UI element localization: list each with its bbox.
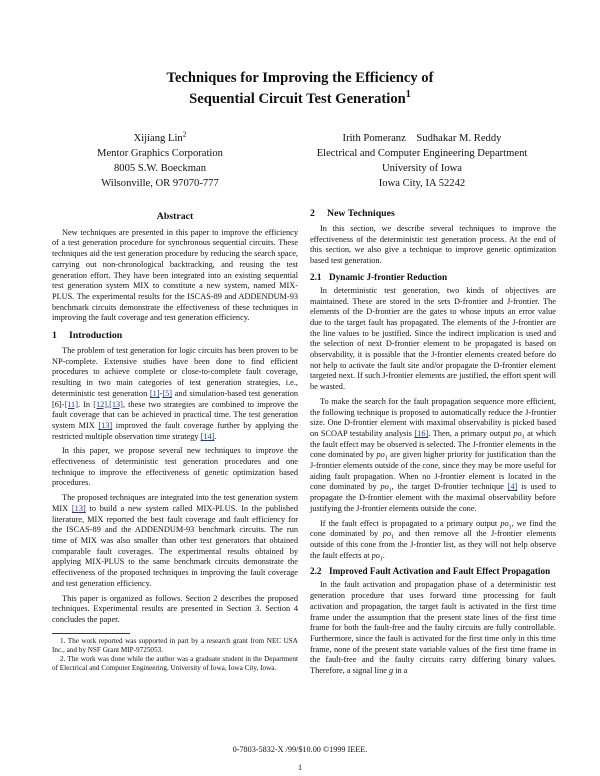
intro-paragraph-3: The proposed techniques are integrated into the test generation system MIX [13] to build a new system called MIX-PLUS. In the published literature, MIX reported the best fault coverage and fault efficiency for the ISCAS-89 and the ADDENDUM-93 benchmark circuits. The run time of MIX was also smaller than other test generators that obtained comparable fault coverages. The experimental results obtained by applying MIX-PLUS to the same benchmark circuits demonstrate the effectiveness of the proposed techniques in improving the fault coverage and test generation efficiency.	[52, 493, 298, 588]
author-block-left	[60, 131, 260, 191]
author-name-lin: Xijiang Lin$^2$	[133, 129, 187, 144]
citation-link[interactable]: [12]	[93, 399, 108, 409]
footnote-rule	[52, 633, 130, 634]
left-column	[52, 212, 298, 673]
citation-link[interactable]: [5]	[162, 388, 173, 398]
right-column	[310, 206, 556, 677]
footnotes	[52, 637, 298, 673]
author-address-left-2: Wilsonville, OR 97070-777	[101, 178, 219, 189]
author-address-right-2: Iowa City, IA 52242	[378, 178, 466, 189]
abstract-heading: Abstract	[156, 211, 194, 222]
section-2-2-paragraph-1: In the fault activation and propagation phase of a deterministic test generation procedure that uses forward time processing for fault activation and propagation, the target fault is activated in the first time frame under the assumption that the present state lines of the first time frame for both the fault-free and the faulty circuits are fully controllable. Furthermore, since the fault is activated for the first time only in this time frame, none of the present state variable values of the first time frame in the fault-free and the faulty circuits carry differing binary values. Therefore, a signal line g in a	[310, 580, 556, 676]
section-2-intro: In this section, we describe several techniques to improve the effectiveness of the deterministic test generation process. At the end of this section, we also give a technique to improve genetic optimization based test generation.	[310, 224, 556, 266]
intro-paragraph-1: The problem of test generation for logic circuits has been proven to be NP-complete. Extensive studies have been done to find efficient procedures to achieve complete or close-to-complete fault coverage, resulting in two main categories of test generation strategies, i.e., deterministic test generation [1]-[5] and simulation-based test generation [6]-[11]. In [12],[13], these two strategies are combined to improve the fault coverage that can be achieved in practical time. The test generation system MIX [13] improved the fault coverage further by applying the restricted multiple observation time strategy [14].	[52, 346, 299, 441]
author-address-left-1: 8005 S.W. Boeckman	[113, 163, 206, 174]
abstract-text: New techniques are presented in this paper to improve the efficiency of a test generation procedure for synchronous sequential circuits. These techniques aid the test generation procedure by reducing the search space, carrying out non-chronological backtracking, and reusing the test generation effort. They have been integrated into an existing sequential test generation system MIX to constitute a new system, named MIX-PLUS. The experimental results for the ISCAS-89 and ADDENDUM-93 benchmark circuits demonstrate the effectiveness of these techniques in improving the fault coverage and test generation efficiency.	[52, 227, 298, 323]
section-1-heading: 1 Introduction	[52, 330, 123, 342]
title-line-2: Sequential Circuit Test Generation$^1$	[189, 89, 411, 107]
title-line-1: Techniques for Improving the Efficiency of	[166, 70, 434, 86]
section-2-2-heading: 2.2 Improved Fault Activation and Fault Effect Propagation	[310, 566, 551, 577]
footnote-2: 2. The work was done while the author was a graduate student in the Department of Electrical and Computer Engineering, University of Iowa, Iowa City, Iowa.	[52, 654, 298, 672]
author-address-right-1: University of Iowa	[381, 163, 463, 174]
section-2-1-heading: 2.1 Dynamic J-frontier Reduction	[310, 271, 448, 282]
page-number: 1	[297, 763, 303, 772]
citation-link[interactable]: [13]	[109, 399, 123, 409]
citation-link[interactable]: [13]	[98, 420, 113, 430]
citation-link[interactable]: [16]	[414, 428, 429, 438]
citation-link[interactable]: [13]	[71, 503, 86, 513]
author-block-right	[272, 131, 572, 191]
citation-link[interactable]: [14]	[200, 431, 215, 441]
author-names-right: Irith Pomeranz Sudhakar M. Reddy	[342, 133, 502, 144]
footnote-1: 1. The work reported was supported in part by a research grant from NEC USA Inc., and by NSF Grant MIP-9725053.	[52, 636, 298, 654]
title-footnote-mark: 1	[405, 89, 411, 101]
section-2-1-paragraph-3: If the fault effect is propagated to a primary output $po_1$, we find the cone dominated by $po_1$ and then remove all the J-frontier elements outside of this cone from the J-frontier list, as they will not help observe the fault effects at $po_1$.	[310, 518, 556, 563]
paper-title	[0, 68, 600, 110]
section-2-1-paragraph-1: In deterministic test generation, two kinds of objectives are maintained. These are stored in the sets D-frontier and J-frontier. The elements of the D-frontier are the gates to whose inputs an error value due to the target fault has propagated. The elements of the J-frontier are the line values to be justified. Since the indirect implication is used and the selection of next D-frontier element to be propagated is based on observability, it is possible that the J-frontier elements created before do not help to activate the fault site and/or propagate the D-frontier element targeted next. If such J-frontier elements are justified, the effort spent will be wasted.	[310, 285, 556, 392]
citation-link[interactable]: [4]	[507, 482, 518, 492]
author-affiliation-right: Electrical and Computer Engineering Department	[316, 148, 528, 159]
citation-link[interactable]: [1]	[149, 388, 160, 398]
intro-paragraph-4: This paper is organized as follows. Section 2 describes the proposed techniques. Experimental results are presented in Section 3. Section 4 concludes the paper.	[52, 593, 298, 624]
copyright-line: 0-7803-5832-X /99/$10.00 ©1999 IEEE.	[232, 745, 368, 754]
intro-paragraph-2: In this paper, we propose several new techniques to improve the effectiveness of deterministic test generation procedures and one technique to improve the effectiveness of genetic optimization based procedures.	[52, 446, 298, 488]
author-affiliation-left: Mentor Graphics Corporation	[97, 148, 223, 159]
section-2-1-paragraph-2: To make the search for the fault propagation sequence more efficient, the following technique is proposed to automatically reduce the J-frontier size. One D-frontier element with maximal observability is picked based on SCOAP testability analysis [16]. Then, a primary output $po_1$ at which the fault effect may be observed is selected. The J-frontier elements in the cone dominated by $po_1$ are given higher priority for justification than the J-frontier elements outside of the cone, since they may be more useful for aiding fault propagation. When no J-frontier element is located in the cone dominated by $po_1$, the target D-frontier technique [4] is used to propagate the D-frontier element with the maximal observability before justifying the J-frontier elements outside the cone.	[310, 396, 556, 513]
section-2-heading: 2 New Techniques	[310, 208, 395, 219]
citation-link[interactable]: [11]	[64, 399, 78, 409]
